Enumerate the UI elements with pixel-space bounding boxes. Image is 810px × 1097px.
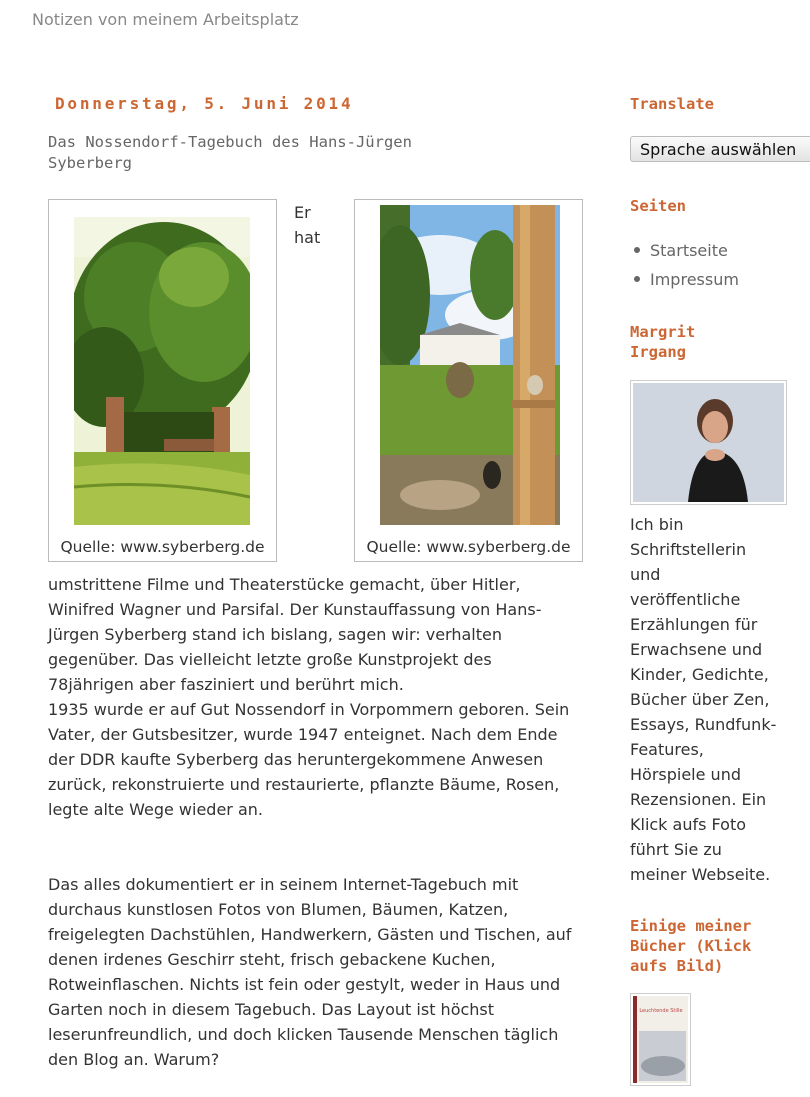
translate-heading: Translate [630,95,714,113]
text-line: durchaus kunstlosen Fotos von Blumen, Bäumen, Katzen, [48,900,509,919]
book-cover-image [633,996,688,1083]
bullet-icon [634,247,640,253]
bio-line: führt Sie zu [630,840,722,859]
author-bio[interactable] [630,512,805,887]
bio-line: und [630,565,661,584]
author-heading-line: Irgang [630,343,686,361]
intro-text [294,200,320,250]
bio-line: Bücher über Zen, [630,690,770,709]
book-cover[interactable] [630,993,691,1086]
bio-line: meiner Webseite. [630,865,771,884]
text-line: zurück, rekonstruierte und restaurierte, pflanzte Bäume, Rosen, [48,775,560,794]
bio-line: Schriftstellerin [630,540,747,559]
bio-line: Rezensionen. Ein [630,790,767,809]
text-line: Rotweinflaschen. Nichts ist fein oder gestylt, weder in Haus und [48,975,561,994]
intro-word: Er [294,203,311,222]
blog-description: Notizen von meinem Arbeitsplatz [32,10,299,29]
books-heading-line: aufs Bild) [630,957,724,975]
bio-line: Features, [630,740,704,759]
books-heading-line: Einige meiner [630,917,752,935]
post-paragraph-1 [48,572,588,697]
bio-line: Erwachsene und [630,640,763,659]
bio-line: Klick aufs Foto [630,815,747,834]
author-heading [630,322,695,362]
pillar-photo-image [380,205,560,525]
photo-frame-garden[interactable] [48,199,277,562]
post-paragraph-3 [48,872,588,1072]
text-line: gegenüber. Das vielleicht letzte große Kunstprojekt des [48,650,492,669]
photo-frame-pillar[interactable] [354,199,583,562]
photo-caption: Quelle: www.syberberg.de [60,538,265,556]
text-line: Garten noch in diesem Tagebuch. Das Layout ist höchst [48,1000,495,1019]
page-link-startseite[interactable] [630,236,739,265]
pages-heading: Seiten [630,197,686,215]
post-title-line: Syberberg [48,154,132,172]
text-line: der DDR kaufte Syberberg das heruntergekommene Anwesen [48,750,544,769]
text-line: 1935 wurde er auf Gut Nossendorf in Vorpommern geboren. Sein [48,700,570,719]
books-heading [630,916,751,976]
text-line: freigelegten Dachstühlen, Handwerkern, Gästen und Tischen, auf [48,925,572,944]
text-line: Vater, der Gutsbesitzer, wurde 1947 enteignet. Nach dem Ende [48,725,558,744]
text-line: den Blog an. Warum? [48,1050,220,1069]
text-line: Winifred Wagner und Parsifal. Der Kunstauffassung von Hans- [48,600,542,619]
pages-list [630,236,739,294]
bio-line: Kinder, Gedichte, [630,665,769,684]
pillar-photo[interactable] [380,205,560,525]
bullet-icon [634,276,640,282]
bio-line: veröffentliche [630,590,741,609]
page-link-label: Startseite [650,241,728,260]
garden-photo[interactable] [74,217,250,525]
text-line: umstrittene Filme und Theaterstücke gemacht, über Hitler, [48,575,521,594]
photo-caption: Quelle: www.syberberg.de [366,538,571,556]
post-paragraph-2 [48,697,588,822]
author-heading-line: Margrit [630,323,696,341]
bio-line: Essays, Rundfunk- [630,715,777,734]
text-line: Jürgen Syberberg stand ich bislang, sagen wir: verhalten [48,625,502,644]
garden-photo-image [74,217,250,525]
bio-line: Erzählungen für [630,615,758,634]
text-line: Das alles dokumentiert er in seinem Internet-Tagebuch mit [48,875,519,894]
page-link-impressum[interactable] [630,265,739,294]
text-line: denen irdenes Geschirr steht, frisch gebackene Kuchen, [48,950,496,969]
language-select[interactable]: Sprache auswählen [630,136,810,162]
books-heading-line: Bücher (Klick [630,937,752,955]
author-photo[interactable] [630,380,787,505]
text-line: legte alte Wege wieder an. [48,800,263,819]
book-cover-title: Leuchtende Stille [639,1008,683,1014]
page-link-label: Impressum [650,270,739,289]
text-line: leserunfreundlich, und doch klicken Tausende Menschen täglich [48,1025,559,1044]
post-date: Donnerstag, 5. Juni 2014 [55,94,354,113]
bio-line: Hörspiele und [630,765,741,784]
intro-word: hat [294,228,321,247]
text-line: 78jährigen aber fasziniert und berührt mich. [48,675,404,694]
post-title[interactable] [48,132,568,174]
author-photo-image [633,383,784,502]
bio-line: Ich bin [630,515,684,534]
post-title-line: Das Nossendorf-Tagebuch des Hans-Jürgen [48,133,412,151]
